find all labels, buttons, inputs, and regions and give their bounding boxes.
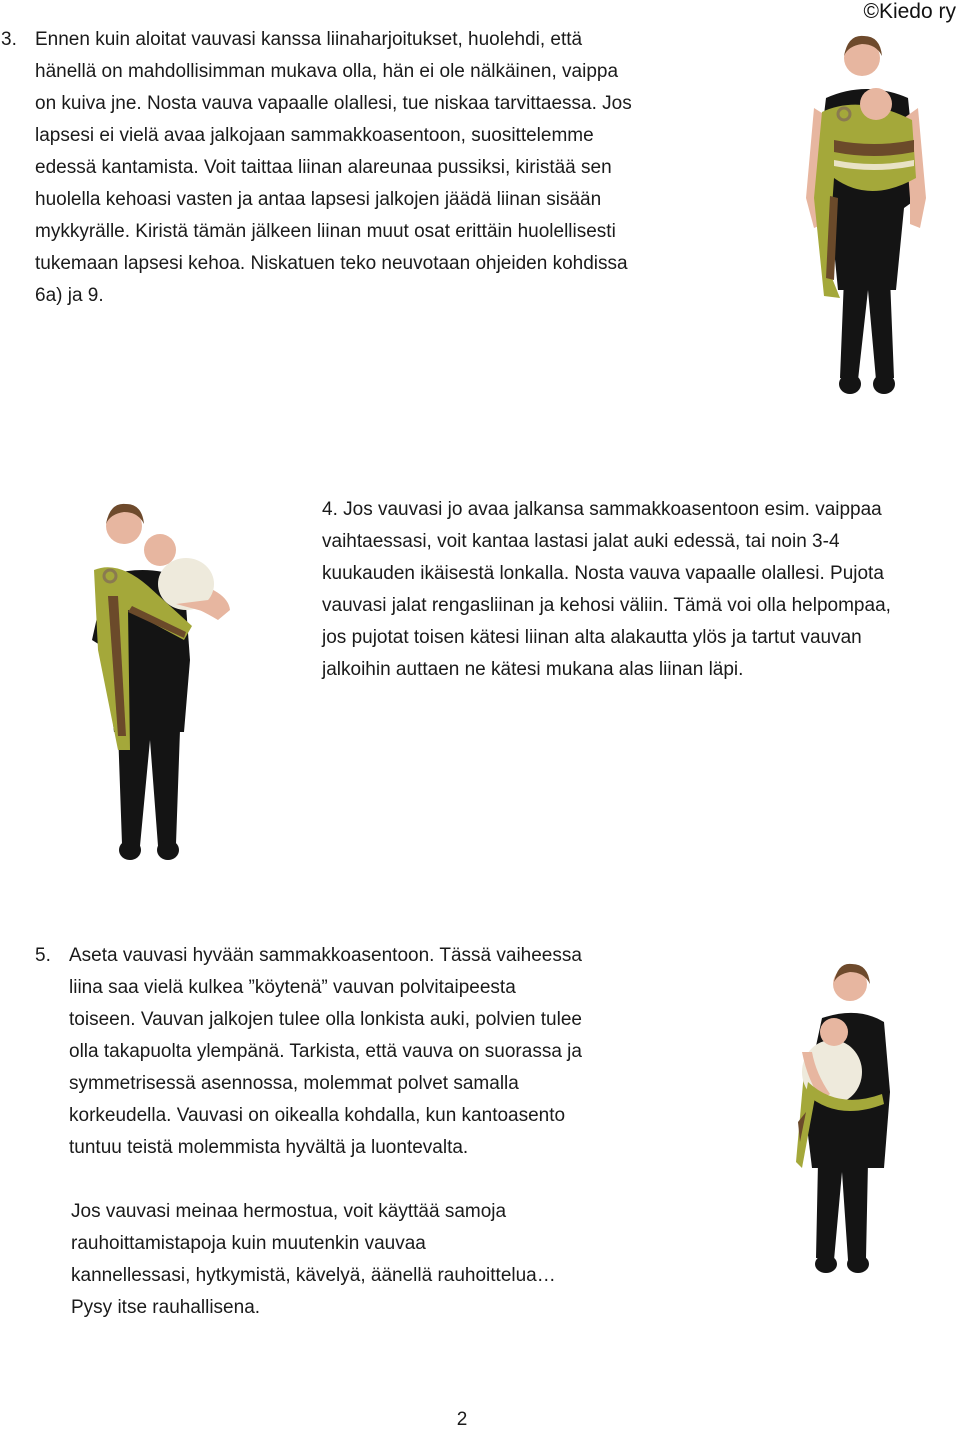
section-3-line: Ennen kuin aloitat vauvasi kanssa liinaharjoitukset, huolehdi, että bbox=[35, 29, 583, 50]
section-3-line: tukemaan lapsesi kehoa. Niskatuen teko neuvotaan ohjeiden kohdissa bbox=[35, 253, 628, 274]
section-4-instructions bbox=[322, 494, 952, 686]
section-5-line: tuntuu teistä molemmista hyvältä ja luontevalta. bbox=[69, 1137, 469, 1158]
section-5-line: symmetrisessä asennossa, molemmat polvet samalla bbox=[69, 1073, 519, 1094]
calming-tip-line: Pysy itse rauhallisena. bbox=[71, 1297, 261, 1318]
photo-woman-baby-shoulder bbox=[800, 28, 940, 400]
section-5-line: korkeudella. Vauvasi on oikealla kohdalla, kun kantoasento bbox=[69, 1105, 566, 1126]
copyright-notice: ©Kiedo ry bbox=[863, 0, 956, 23]
calming-tip-line: kannellessasi, hytkymistä, kävelyä, äänellä rauhoittelua… bbox=[71, 1265, 556, 1286]
section-4-line: vauvasi jalat rengasliinan ja kehosi väliin. Tämä voi olla helpompaa, bbox=[322, 595, 891, 616]
section-3-line: edessä kantamista. Voit taittaa liinan alareunaa pussiksi, kiristää sen bbox=[35, 157, 612, 178]
section-5-number: 5. bbox=[35, 945, 51, 966]
section-4-line: vaihtaessasi, voit kantaa lastasi jalat auki edessä, tai noin 3-4 bbox=[322, 531, 840, 552]
section-5-line: Aseta vauvasi hyvään sammakkoasentoon. Tässä vaiheessa bbox=[69, 945, 582, 966]
section-5-line: toiseen. Vauvan jalkojen tulee olla lonkista auki, polvien tulee bbox=[69, 1009, 582, 1030]
section-4-line: 4. Jos vauvasi jo avaa jalkansa sammakkoasentoon esim. vaippaa bbox=[322, 499, 882, 520]
calming-tip-line: Jos vauvasi meinaa hermostua, voit käyttää samoja bbox=[71, 1201, 507, 1222]
calming-tip-line: rauhoittamistapoja kuin muutenkin vauvaa bbox=[71, 1233, 426, 1254]
photo-woman-baby-front bbox=[88, 500, 238, 862]
photo-woman-baby-side bbox=[788, 962, 898, 1276]
section-3-line: on kuiva jne. Nosta vauva vapaalle olallesi, tue niskaa tarvittaessa. Jos bbox=[35, 93, 632, 114]
section-4-line: jos pujotat toisen kätesi liinan alta alakautta ylös ja tartut vauvan bbox=[322, 627, 862, 648]
section-3-line: hänellä on mahdollisimman mukava olla, hän ei ole nälkäinen, vaippa bbox=[35, 61, 619, 82]
section-4-line: kuukauden ikäisestä lonkalla. Nosta vauva vapaalle olallesi. Pujota bbox=[322, 563, 884, 584]
section-3-number: 3. bbox=[1, 29, 17, 50]
section-3-instructions bbox=[1, 24, 675, 312]
section-3-line: huolella kehoasi vasten ja antaa lapsesi jalkojen jäädä liinan sisään bbox=[35, 189, 602, 210]
section-3-line: 6a) ja 9. bbox=[35, 285, 104, 306]
page-number: 2 bbox=[456, 1409, 468, 1430]
section-5-calming-tips bbox=[71, 1196, 631, 1324]
section-4-line: jalkoihin auttaen ne kätesi mukana alas liinan läpi. bbox=[322, 659, 744, 680]
section-5-line: liina saa vielä kulkea ”köytenä” vauvan polvitaipeesta bbox=[69, 977, 516, 998]
section-5-line: olla takapuolta ylempänä. Tarkista, että vauva on suorassa ja bbox=[69, 1041, 582, 1062]
section-5-instructions bbox=[35, 940, 649, 1164]
section-3-line: mykkyrälle. Kiristä tämän jälkeen liinan muut osat erittäin huolellisesti bbox=[35, 221, 616, 242]
section-3-line: lapsesi ei vielä avaa jalkojaan sammakkoasentoon, suosittelemme bbox=[35, 125, 594, 146]
